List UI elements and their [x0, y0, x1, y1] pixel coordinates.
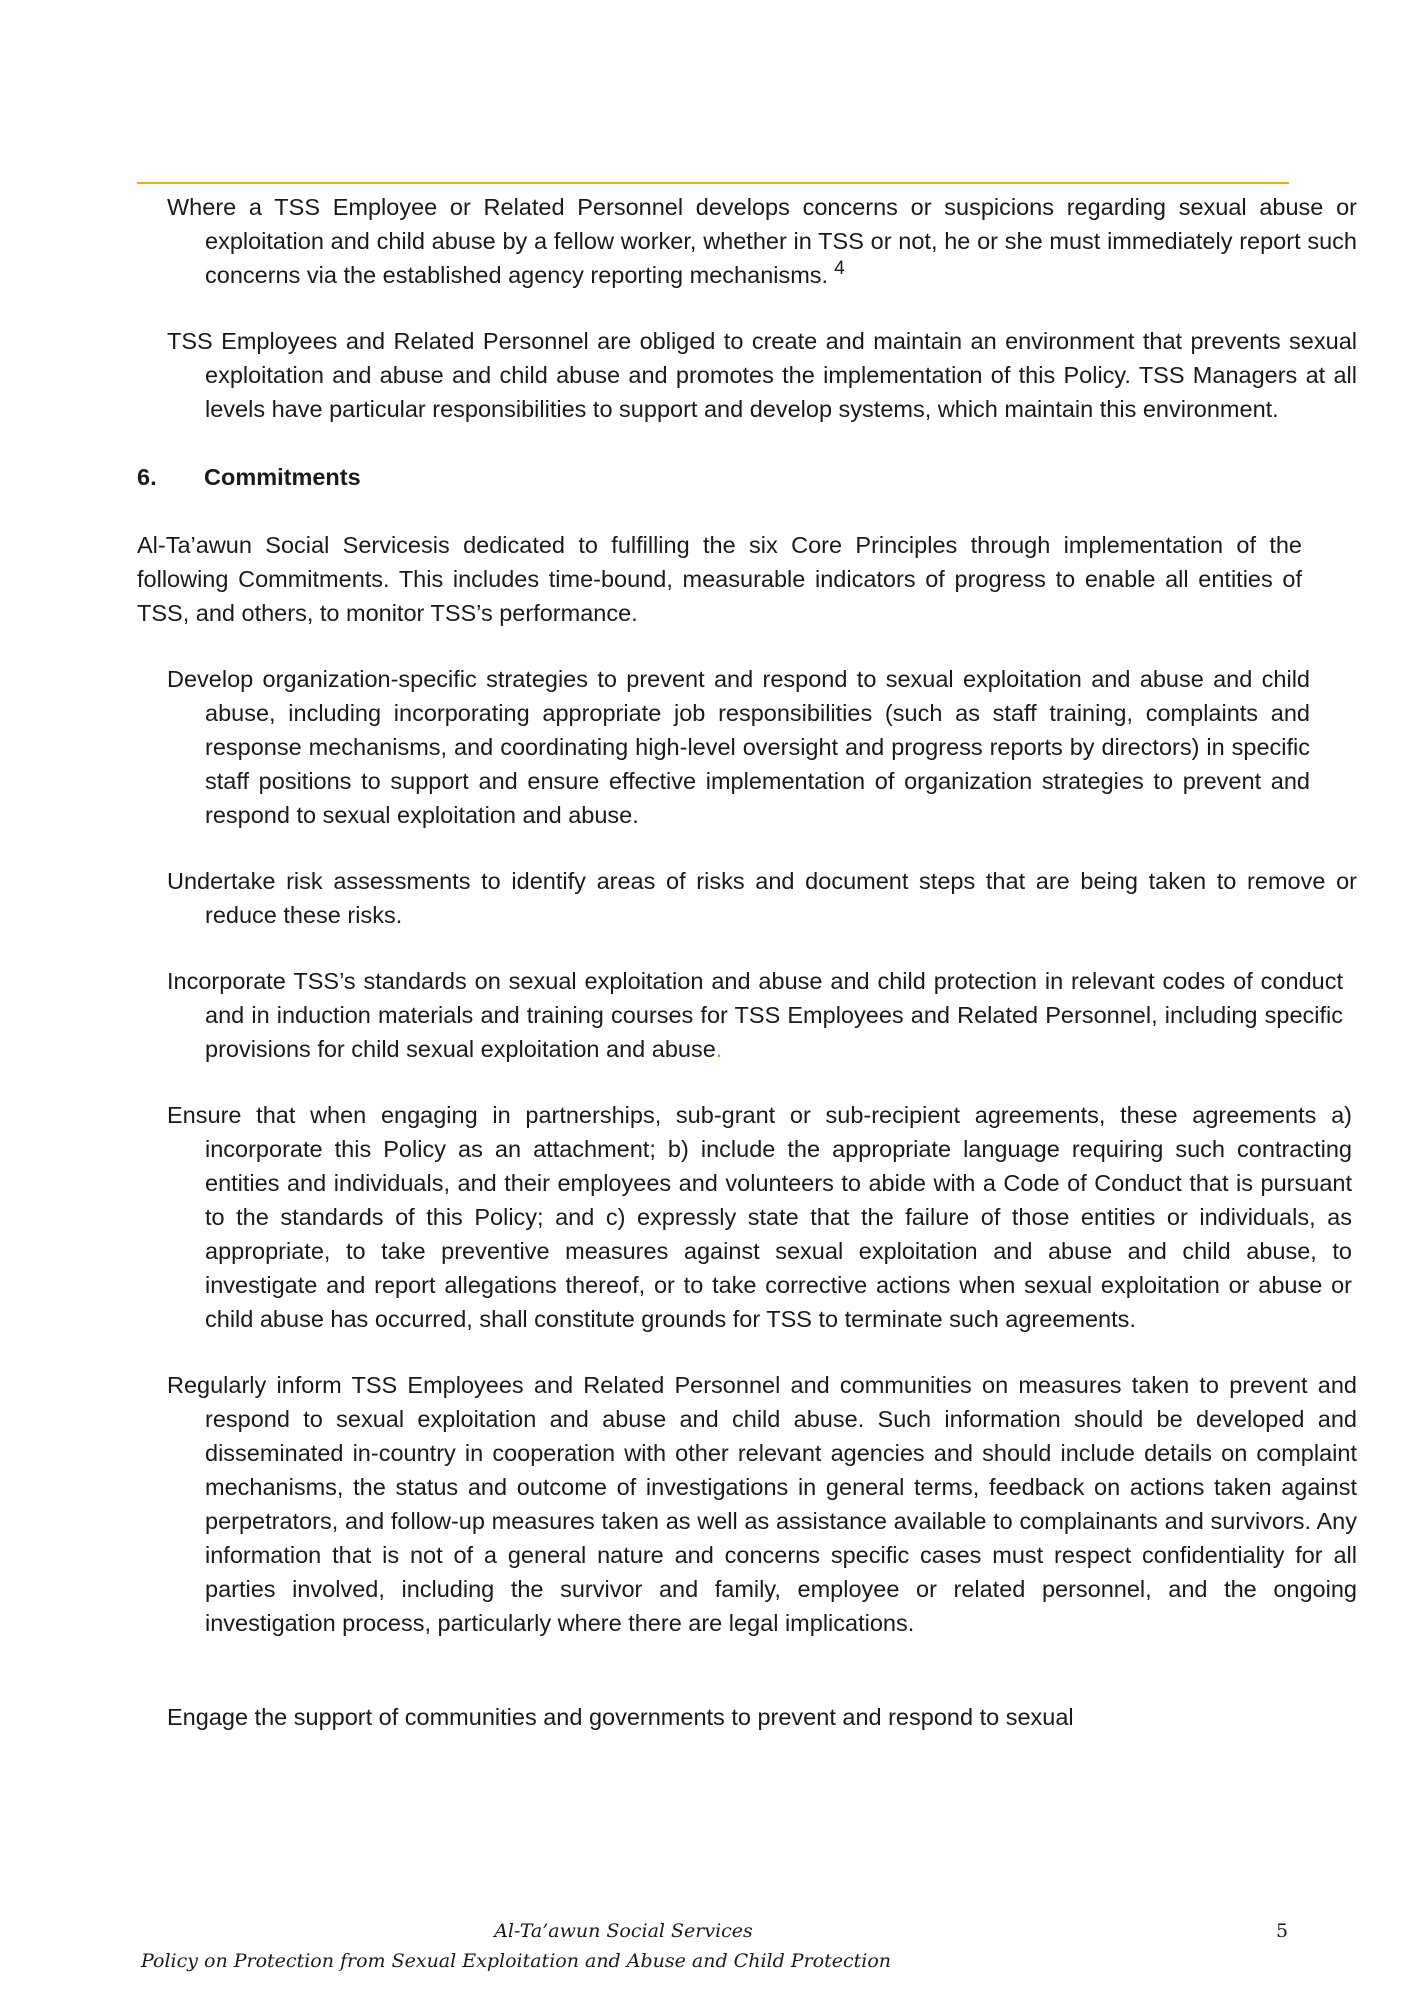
footer-org: Al-Ta’awun Social Services — [494, 1920, 753, 1942]
footer-policy: Policy on Protection from Sexual Exploitation and Abuse and Child Protection — [141, 1950, 892, 1972]
commitment-item: Regularly inform TSS Employees and Related Personnel and communities on measures taken to prevent and respond to sexual exploitation and abuse and child abuse. Such information should be developed and disseminated in-country in cooperation with other relevant agencies and should include details on complaint mechanisms, the status and outcome of investigations in general terms, feedback on actions taken against perpetrators, and follow-up measures taken as well as assistance available to complainants and survivors. Any information that is not of a general nature and concerns specific cases must respect confidentiality for all parties involved, including the survivor and family, employee or related personnel, and the ongoing investigation process, particularly where there are legal implications. — [167, 1372, 1357, 1636]
paragraph-environment: TSS Employees and Related Personnel are obliged to create and maintain an environment that prevents sexual exploitation and abuse and child abuse and promotes the implementation of this Policy. TSS Managers at all levels have particular responsibilities to support and develop systems, which maintain this environment. — [167, 328, 1357, 422]
header-rule — [137, 182, 1289, 184]
paragraph-report-concerns-text: Where a TSS Employee or Related Personnel develops concerns or suspicions regarding sexual abuse or exploitation and child abuse by a fellow worker, whether in TSS or not, he or she must immediately report such concerns via the established agency reporting mechanisms. — [167, 194, 1357, 288]
section-number: 6. — [137, 464, 157, 490]
section-heading — [137, 460, 1302, 494]
commitment-item: Develop organization-specific strategies to prevent and respond to sexual exploitation and abuse and child abuse, including incorporating appropriate job responsibilities (such as staff training, complaints and response mechanisms, and coordinating high-level oversight and progress reports by directors) in specific staff positions to support and ensure effective implementation of organization strategies to prevent and respond to sexual exploitation and abuse. — [167, 666, 1310, 828]
commitment-item: Undertake risk assessments to identify areas of risks and document steps that are being taken to remove or reduce these risks. — [167, 868, 1357, 928]
section-title: Commitments — [204, 464, 361, 490]
paragraph-report-concerns — [137, 190, 1357, 292]
commitment-item-text: Incorporate TSS’s standards on sexual exploitation and abuse and child protection in relevant codes of conduct and in induction materials and training courses for TSS Employees and Related Personnel, including specific provisions for child sexual exploitation and abuse — [167, 968, 1343, 1062]
commitment-item — [137, 964, 1343, 1066]
commitment-item: Ensure that when engaging in partnerships, sub-grant or sub-recipient agreements, these agreements a) incorporate this Policy as an attachment; b) include the appropriate language requiring such contracting entities and individuals, and their employees and volunteers to abide with a Code of Conduct that is pursuant to the standards of this Policy; and c) expressly state that the failure of those entities or individuals, as appropriate, to take preventive measures against sexual exploitation and abuse and child abuse, to investigate and report allegations thereof, or to take corrective actions when sexual exploitation or abuse or child abuse has occurred, shall constitute grounds for TSS to terminate such agreements. — [167, 1102, 1352, 1332]
section-intro: Al-Ta’awun Social Servicesis dedicated to fulfilling the six Core Principles through implementation of the following Commitments. This includes time-bound, measurable indicators of progress to enable all entities of TSS, and others, to monitor TSS’s performance. — [137, 532, 1302, 626]
commitment-item-period: . — [715, 1036, 723, 1062]
footnote-reference: 4 — [834, 258, 845, 279]
page-content — [137, 190, 1357, 1734]
commitment-item: Engage the support of communities and governments to prevent and respond to sexual — [167, 1704, 1074, 1730]
footer-page-number: 5 — [1276, 1920, 1289, 1942]
